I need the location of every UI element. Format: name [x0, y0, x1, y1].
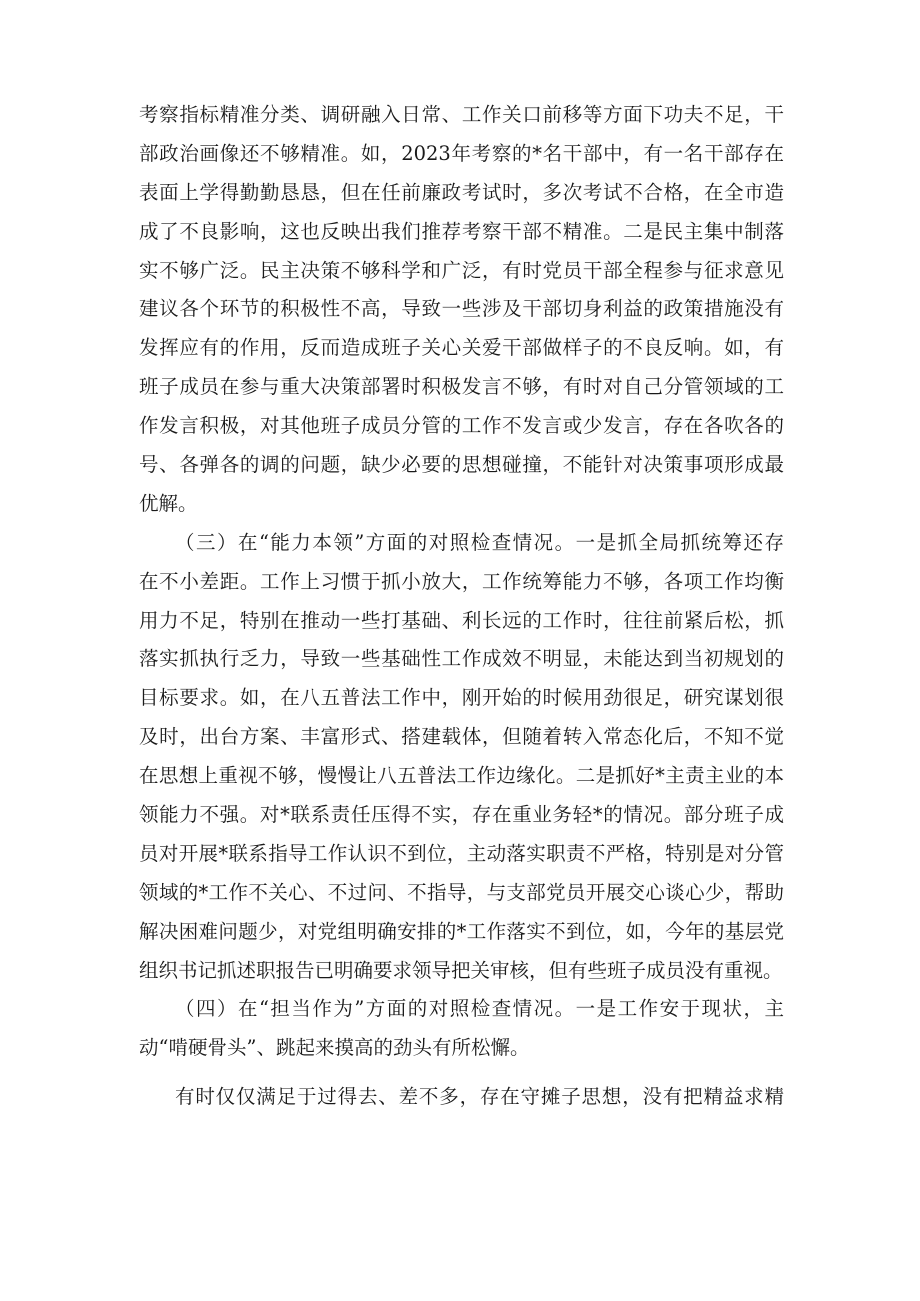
paragraph-line: 在不小差距。工作上习惯于抓小放大，工作统筹能力不够，各项工作均衡 [139, 569, 784, 593]
paragraph-line: 实不够广泛。民主决策不够科学和广泛，有时党员干部全程参与征求意见 [139, 258, 784, 282]
section-heading-line: （四）在“担当作为”方面的对照检查情况。一是工作安于现状，主 [175, 997, 784, 1021]
paragraph-line: 及时，出台方案、丰富形式、搭建载体，但随着转入常态化后，不知不觉 [139, 725, 784, 749]
paragraph-line: 号、各弹各的调的问题，缺少必要的思想碰撞，不能针对决策事项形成最 [139, 453, 784, 477]
paragraph-line: 有时仅仅满足于过得去、差不多，存在守摊子思想，没有把精益求精 [175, 1085, 784, 1109]
paragraph-line: 班子成员在参与重大决策部署时积极发言不够，有时对自己分管领域的工 [139, 375, 784, 399]
paragraph-line: 员对开展*联系指导工作认识不到位，主动落实职责不严格，特别是对分管 [139, 841, 784, 865]
paragraph-gap [139, 1068, 784, 1078]
paragraph-line: 表面上学得勤勤恳恳，但在任前廉政考试时，多次考试不合格，在全市造 [139, 180, 784, 204]
paragraph-line: 优解。 [139, 491, 198, 515]
paragraph-line: 发挥应有的作用，反而造成班子关心关爱干部做样子的不良反响。如，有 [139, 336, 784, 360]
paragraph-line: 落实抓执行乏力，导致一些基础性工作成效不明显，未能达到当初规划的 [139, 647, 784, 671]
paragraph-line: 目标要求。如，在八五普法工作中，刚开始的时候用劲很足，研究谋划很 [139, 686, 784, 710]
paragraph-line: 组织书记抓述职报告已明确要求领导把关审核，但有些班子成员没有重视。 [139, 958, 783, 982]
body-text [139, 96, 784, 1117]
paragraph-line: 成了不良影响，这也反映出我们推荐考察干部不精准。二是民主集中制落 [139, 219, 784, 243]
paragraph-line: 在思想上重视不够，慢慢让八五普法工作边缘化。二是抓好*主责主业的本 [139, 764, 784, 788]
paragraph-line: 用力不足，特别在推动一些打基础、利长远的工作时，往往前紧后松，抓 [139, 608, 784, 632]
section-heading-line: （三）在“能力本领”方面的对照检查情况。一是抓全局抓统筹还存 [175, 530, 784, 554]
paragraph-line: 动“啃硬骨头”、跳起来摸高的劲头有所松懈。 [139, 1036, 530, 1060]
paragraph-line: 考察指标精准分类、调研融入日常、工作关口前移等方面下功夫不足，干 [139, 103, 784, 126]
paragraph-line: 部政治画像还不够精准。如，2023年考察的*名干部中，有一名干部存在 [139, 141, 784, 165]
paragraph-line: 建议各个环节的积极性不高，导致一些涉及干部切身利益的政策措施没有 [139, 297, 784, 321]
paragraph-line: 作发言积极，对其他班子成员分管的工作不发言或少发言，存在各吹各的 [139, 414, 784, 438]
paragraph-line: 领能力不强。对*联系责任压得不实，存在重业务轻*的情况。部分班子成 [139, 803, 784, 827]
paragraph-line: 解决困难问题少，对党组明确安排的*工作落实不到位，如，今年的基层党 [139, 919, 784, 943]
paragraph-line: 领域的*工作不关心、不过问、不指导，与支部党员开展交心谈心少，帮助 [139, 880, 784, 904]
